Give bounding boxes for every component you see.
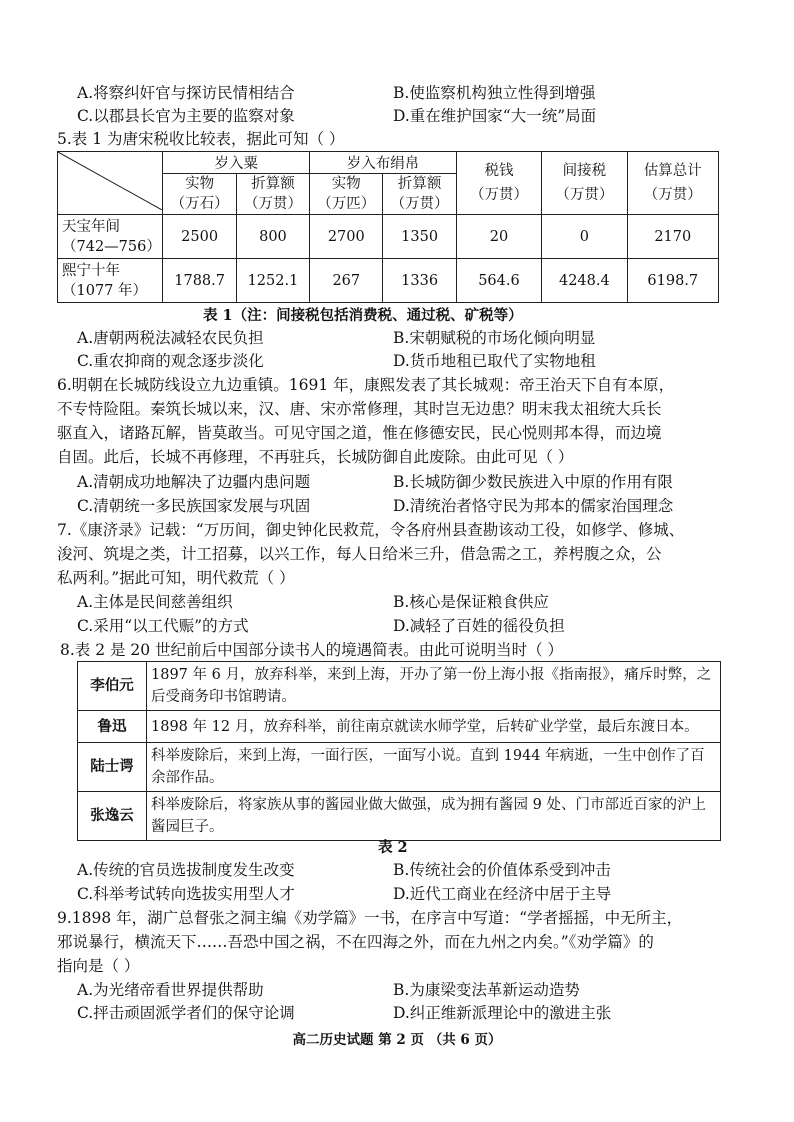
table-cell: 1252.1	[236, 259, 309, 303]
header-tax-money: 税钱 （万贯）	[456, 152, 541, 215]
table2-caption: 表 2	[378, 839, 408, 856]
table-cell: 1336	[383, 259, 456, 303]
table-row	[78, 743, 721, 792]
table-cell: 267	[310, 259, 383, 303]
q6-stem-line: 6.明朝在长城防线设立九边重镇。1691 年，康熙发表了其长城观：帝王治天下自有本原，	[57, 376, 675, 394]
table-cell: 2170	[627, 215, 718, 259]
row-period: 天宝年间 （742—756）	[58, 215, 163, 259]
scholar-name: 陆士谔	[78, 743, 147, 792]
header-total: 估算总计 （万贯）	[627, 152, 718, 215]
q6-stem-line: 自固。此后，长城不再修理，不再驻兵，长城防御自此废除。由此可见（ ）	[57, 448, 574, 466]
q9-stem-line: 9.1898 年，湖广总督张之洞主编《劝学篇》一书，在序言中写道：“学者摇摇，中无所主，	[57, 909, 683, 927]
page-footer: 高二历史试题 第 2 页 （共 6 页）	[292, 1032, 502, 1048]
table-cell: 0	[542, 215, 627, 259]
row-period: 熙宁十年 （1077 年）	[58, 259, 163, 303]
q7-option-c: C.采用“以工代赈”的方式	[77, 617, 249, 635]
diagonal-divider	[58, 152, 162, 210]
table-cell: 2700	[310, 215, 383, 259]
header-grain-goods: 实物 （万石）	[163, 174, 236, 215]
q8-option-a: A.传统的官员选拔制度发生改变	[77, 861, 295, 879]
table-row	[58, 259, 719, 303]
q4-option-a: A.将察纠奸官与探访民情相结合	[77, 84, 295, 102]
table-corner-cell	[58, 152, 163, 215]
q6-stem-line: 驱直入，诸路瓦解，皆莫敢当。可见守国之道，惟在修德安民，民心悦则邦本得，而边境	[57, 424, 662, 442]
q9-option-d: D.纠正维新派理论中的激进主张	[393, 1004, 612, 1022]
q7-stem-line: 7.《康济录》记载：“万历间，御史钟化民救荒，令各府州县查勘该动工役，如修学、修城、	[57, 521, 685, 539]
q9-stem-line: 指向是（ ）	[57, 957, 140, 975]
header-indirect-tax: 间接税 （万贯）	[542, 152, 627, 215]
table-cell: 1788.7	[163, 259, 236, 303]
q6-option-c: C.清朝统一多民族国家发展与巩固	[77, 497, 311, 515]
scholar-story: 1897 年 6 月，放弃科举，来到上海，开办了第一份上海小报《指南报》，痛斥时弊，之后受商务印书馆聘请。	[147, 662, 721, 711]
table-cell: 20	[456, 215, 541, 259]
table-cell: 1350	[383, 215, 456, 259]
scholar-name: 李伯元	[78, 662, 147, 711]
table1-caption: 表 1（注：间接税包括消费税、通过税、矿税等）	[203, 307, 523, 324]
scholar-story: 科举废除后，来到上海，一面行医，一面写小说。直到 1944 年病逝，一生中创作了百余部作品。	[147, 743, 721, 792]
header-cloth-converted: 折算额 （万贯）	[383, 174, 456, 215]
tax-comparison-table	[57, 151, 719, 303]
table-row	[78, 711, 721, 743]
q6-stem-line: 不专恃险阻。秦筑长城以来，汉、唐、宋亦常修理，其时岂无边患？明末我太祖统大兵长	[57, 400, 662, 418]
q9-option-c: C.抨击顽固派学者们的保守论调	[77, 1004, 295, 1022]
table-cell: 4248.4	[542, 259, 627, 303]
q7-option-b: B.核心是保证粮食供应	[393, 593, 549, 611]
table-row	[58, 215, 719, 259]
q6-option-d: D.清统治者恪守民为邦本的儒家治国理念	[393, 497, 674, 515]
q7-option-d: D.减轻了百姓的徭役负担	[393, 617, 565, 635]
q4-option-b: B.使监察机构独立性得到增强	[393, 84, 596, 102]
table-cell: 2500	[163, 215, 236, 259]
scholar-name: 张逸云	[78, 792, 147, 841]
q4-option-c: C.以郡县长官为主要的监察对象	[77, 107, 295, 125]
header-grain-converted: 折算额 （万贯）	[236, 174, 309, 215]
q6-option-b: B.长城防御少数民族进入中原的作用有限	[393, 473, 673, 491]
q8-option-c: C.科举考试转向选拔实用型人才	[77, 885, 295, 903]
q8-option-d: D.近代工商业在经济中居于主导	[393, 885, 612, 903]
q7-option-a: A.主体是民间慈善组织	[77, 593, 233, 611]
q5-option-a: A.唐朝两税法减轻农民负担	[77, 329, 264, 347]
q9-option-b: B.为康梁变法革新运动造势	[393, 981, 580, 999]
q6-option-a: A.清朝成功地解决了边疆内患问题	[77, 473, 311, 491]
scholar-name: 鲁迅	[78, 711, 147, 743]
q5-option-d: D.货币地租已取代了实物地租	[393, 352, 596, 370]
table-cell: 800	[236, 215, 309, 259]
table-cell: 564.6	[456, 259, 541, 303]
q7-stem-line: 私两利。”据此可知，明代救荒（ ）	[57, 569, 295, 587]
q5-stem: 5.表 1 为唐宋税收比较表，据此可知（ ）	[57, 130, 345, 148]
header-cloth-goods: 实物 （万匹）	[310, 174, 383, 215]
q5-option-b: B.宋朝赋税的市场化倾向明显	[393, 329, 596, 347]
q8-option-b: B.传统社会的价值体系受到冲击	[393, 861, 611, 879]
q4-option-d: D.重在维护国家“大一统”局面	[393, 107, 597, 125]
table-row	[78, 792, 721, 841]
scholars-table	[77, 661, 721, 841]
header-grain: 岁入粟	[163, 152, 310, 174]
table-row	[78, 662, 721, 711]
scholar-story: 1898 年 12 月，放弃科举，前往南京就读水师学堂，后转矿业学堂，最后东渡日本。	[147, 711, 721, 743]
table-cell: 6198.7	[627, 259, 718, 303]
q5-option-c: C.重农抑商的观念逐步淡化	[77, 352, 264, 370]
header-cloth: 岁入布绢帛	[310, 152, 457, 174]
scholar-story: 科举废除后，将家族从事的酱园业做大做强，成为拥有酱园 9 处、门市部近百家的沪上酱园巨子。	[147, 792, 721, 841]
q7-stem-line: 浚河、筑堤之类，计工招募，以兴工作，每人日给米三升，借急需之工，养枵腹之众，公	[57, 545, 662, 563]
q9-option-a: A.为光绪帝看世界提供帮助	[77, 981, 264, 999]
q9-stem-line: 邪说暴行，横流天下……吾恐中国之祸，不在四海之外，而在九州之内矣。”《劝学篇》的	[57, 933, 654, 951]
q8-stem: 8.表 2 是 20 世纪前后中国部分读书人的境遇简表。由此可说明当时（ ）	[60, 641, 564, 659]
